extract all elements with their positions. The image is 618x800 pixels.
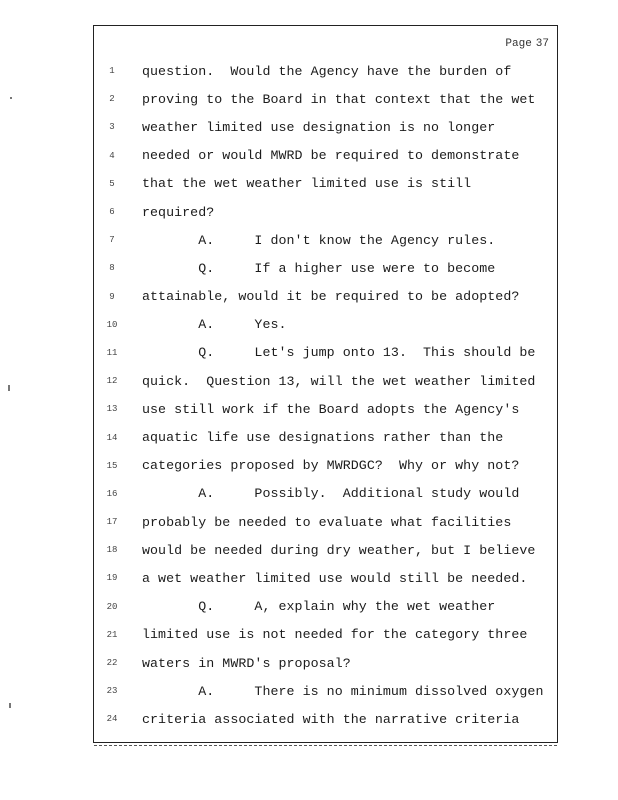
line-number: 17 — [106, 517, 118, 528]
line-number: 20 — [106, 601, 118, 612]
transcript-line — [94, 85, 557, 113]
line-text: A. There is no minimum dissolved oxygen — [142, 683, 544, 699]
transcript-line — [94, 339, 557, 367]
line-text: waters in MWRD's proposal? — [142, 655, 351, 671]
line-number: 18 — [106, 545, 118, 556]
transcript-line — [94, 452, 557, 480]
transcript-line — [94, 283, 557, 311]
line-number: 19 — [106, 573, 118, 584]
line-text: quick. Question 13, will the wet weather limited — [142, 373, 536, 389]
transcript-line — [94, 649, 557, 677]
line-number: 24 — [106, 714, 118, 725]
transcript-line — [94, 564, 557, 592]
transcript-line — [94, 423, 557, 451]
scan-speck — [8, 385, 10, 391]
line-text: A. Possibly. Additional study would — [142, 486, 520, 502]
line-text: use still work if the Board adopts the Agency's — [142, 401, 520, 417]
line-text: Q. If a higher use were to become — [142, 260, 496, 276]
line-text: question. Would the Agency have the burden of — [142, 63, 512, 79]
transcript-line — [94, 677, 557, 705]
line-number: 8 — [109, 263, 115, 274]
line-text: needed or would MWRD be required to demonstrate — [142, 148, 520, 164]
line-text: Q. A, explain why the wet weather — [142, 599, 496, 615]
transcript-line — [94, 311, 557, 339]
line-number: 3 — [109, 122, 115, 133]
transcript-lines — [94, 57, 557, 734]
line-text: proving to the Board in that context that the wet — [142, 91, 536, 107]
page-number — [505, 38, 549, 50]
transcript-line — [94, 198, 557, 226]
transcript-line — [94, 57, 557, 85]
line-number: 15 — [106, 460, 118, 471]
transcript-line — [94, 480, 557, 508]
scan-speck — [9, 703, 11, 708]
transcript-line — [94, 170, 557, 198]
line-text: a wet weather limited use would still be needed. — [142, 570, 528, 586]
transcript-line — [94, 395, 557, 423]
line-number: 9 — [109, 291, 115, 302]
line-number: 6 — [109, 207, 115, 218]
transcript-line — [94, 705, 557, 733]
line-number: 23 — [106, 686, 118, 697]
line-text: A. I don't know the Agency rules. — [142, 232, 496, 248]
line-number: 7 — [109, 235, 115, 246]
line-number: 11 — [106, 347, 118, 358]
line-text: that the wet weather limited use is still — [142, 176, 472, 192]
line-number: 12 — [106, 376, 118, 387]
line-number: 13 — [106, 404, 118, 415]
line-number: 5 — [109, 178, 115, 189]
line-text: required? — [142, 204, 215, 220]
line-text: Q. Let's jump onto 13. This should be — [142, 345, 536, 361]
line-number: 22 — [106, 658, 118, 669]
line-number: 14 — [106, 432, 118, 443]
line-text: A. Yes. — [142, 317, 287, 333]
line-number: 1 — [109, 66, 115, 77]
transcript-page-frame — [93, 25, 558, 743]
line-text: aquatic life use designations rather than the — [142, 430, 504, 446]
transcript-line — [94, 142, 557, 170]
line-number: 10 — [106, 319, 118, 330]
line-number: 21 — [106, 629, 118, 640]
line-number: 2 — [109, 94, 115, 105]
line-text: would be needed during dry weather, but I believe — [142, 542, 536, 558]
page-label: Page — [505, 38, 532, 50]
transcript-line — [94, 536, 557, 564]
transcript-line — [94, 621, 557, 649]
line-text: probably be needed to evaluate what facilities — [142, 514, 512, 530]
scan-speck — [10, 97, 12, 99]
transcript-line — [94, 113, 557, 141]
transcript-line — [94, 508, 557, 536]
line-text: criteria associated with the narrative criteria — [142, 711, 520, 727]
line-text: categories proposed by MWRDGC? Why or why not? — [142, 458, 520, 474]
line-number: 16 — [106, 488, 118, 499]
line-text: attainable, would it be required to be adopted? — [142, 289, 520, 305]
line-number: 4 — [109, 150, 115, 161]
line-text: weather limited use designation is no longer — [142, 119, 496, 135]
line-text: limited use is not needed for the category three — [142, 627, 528, 643]
transcript-line — [94, 226, 557, 254]
transcript-line — [94, 367, 557, 395]
transcript-line — [94, 254, 557, 282]
page-number-value: 37 — [535, 38, 549, 50]
transcript-line — [94, 593, 557, 621]
